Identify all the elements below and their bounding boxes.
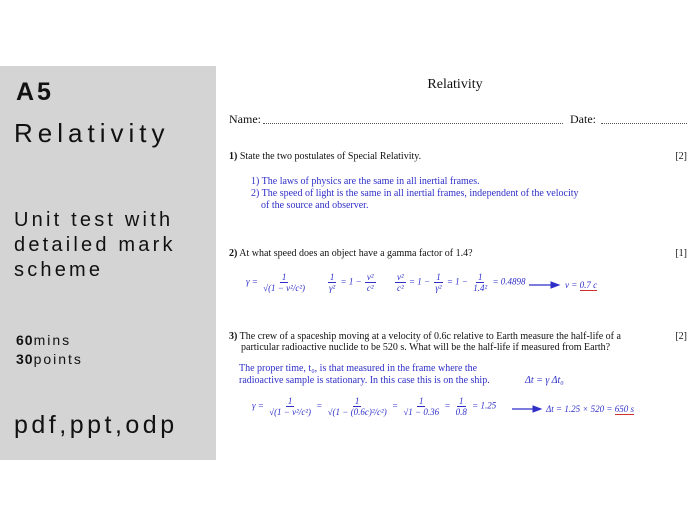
arrow-icon xyxy=(529,282,559,288)
velocity-ratio: $\frac{\text{v²}}{\text{c²}}$ = 1 − $\frac{1}{\text{γ²}}$ = 1 − $\frac{1}{\text{1.4²}}$ = 0.4898 xyxy=(397,272,526,293)
answer-line: 2) The speed of light is the same in all inertial frames, independent of the velocity xyxy=(251,188,579,199)
name-label: Name: xyxy=(229,112,261,126)
question-1: 1) State the two postulates of Special Relativity. [2] xyxy=(229,151,687,162)
arrow-icons xyxy=(216,66,700,460)
description-line: Unit test with xyxy=(14,209,174,231)
half-life-answer: Δt = 1.25 × 520 = 650 s xyxy=(546,404,635,414)
worksheet-preview xyxy=(216,66,700,460)
course-code: A5 xyxy=(16,78,54,106)
arrow-icon xyxy=(512,406,541,412)
product-sidebar xyxy=(0,66,216,460)
gamma-rearranged: $\frac{1}{\text{γ²}}$ = 1 − $\frac{\text{v²}}{\text{c²}}$ xyxy=(329,272,374,293)
question-text: particular radioactive nuclide to be 520 s. What will be the half-life if measured from Earth? xyxy=(241,342,611,353)
marks: [1] xyxy=(675,248,687,259)
marks: [2] xyxy=(675,331,687,342)
resource-description xyxy=(14,208,214,283)
answer-line: of the source and observer. xyxy=(261,200,369,211)
question-3: 3) The crew of a spaceship moving at a velocity of 0.6c relative to Earth measure the half-life of a particular radioactive nuclide to be 520 s. What will be the half-life if measured from Earth? [2] xyxy=(229,331,687,353)
worksheet-title: Relativity xyxy=(427,77,483,92)
description-line: detailed mark xyxy=(14,234,176,256)
date-label: Date: xyxy=(570,112,596,126)
duration: 60mins xyxy=(16,332,72,348)
time-dilation-formula: Δt = γ Δt₀ xyxy=(525,375,564,386)
description-line: scheme xyxy=(14,259,104,281)
marks: [2] xyxy=(675,151,687,162)
speed-answer: v = 0.7 c xyxy=(565,280,598,290)
answer-line: radioactive sample is stationary. In this case this is on the ship. xyxy=(239,375,490,386)
question-text: At what speed does an object have a gamma factor of 1.4? xyxy=(239,248,473,259)
answer-line: The proper time, t₀, is that measured in the frame where the xyxy=(239,363,478,374)
gamma-formula: γ = $\frac{1}{\text{√(1 − v²/c²)}}$ xyxy=(246,272,306,293)
question-text: State the two postulates of Special Relativity. xyxy=(239,151,422,162)
question-2: 2) At what speed does an object have a gamma factor of 1.4? [1] xyxy=(229,248,687,259)
question-text: The crew of a spaceship moving at a velocity of 0.6c relative to Earth measure the half-life of a xyxy=(239,331,621,342)
test-stats xyxy=(16,331,83,369)
points: 30points xyxy=(16,351,83,367)
answer-line: 1) The laws of physics are the same in all inertial frames. xyxy=(251,176,480,187)
gamma-calculation: γ = $\frac{1}{\text{√(1 − v²/c²)}}$ = $\frac{1}{\text{√(1 − (0.6c)²/c²)}}$ = $\frac{1}{√1 - 0.36}$ = $\frac{1}{0.8}$ = 1.25 xyxy=(252,396,497,417)
file-formats: pdf,ppt,odp xyxy=(14,411,178,439)
topic-title: Relativity xyxy=(14,118,170,148)
